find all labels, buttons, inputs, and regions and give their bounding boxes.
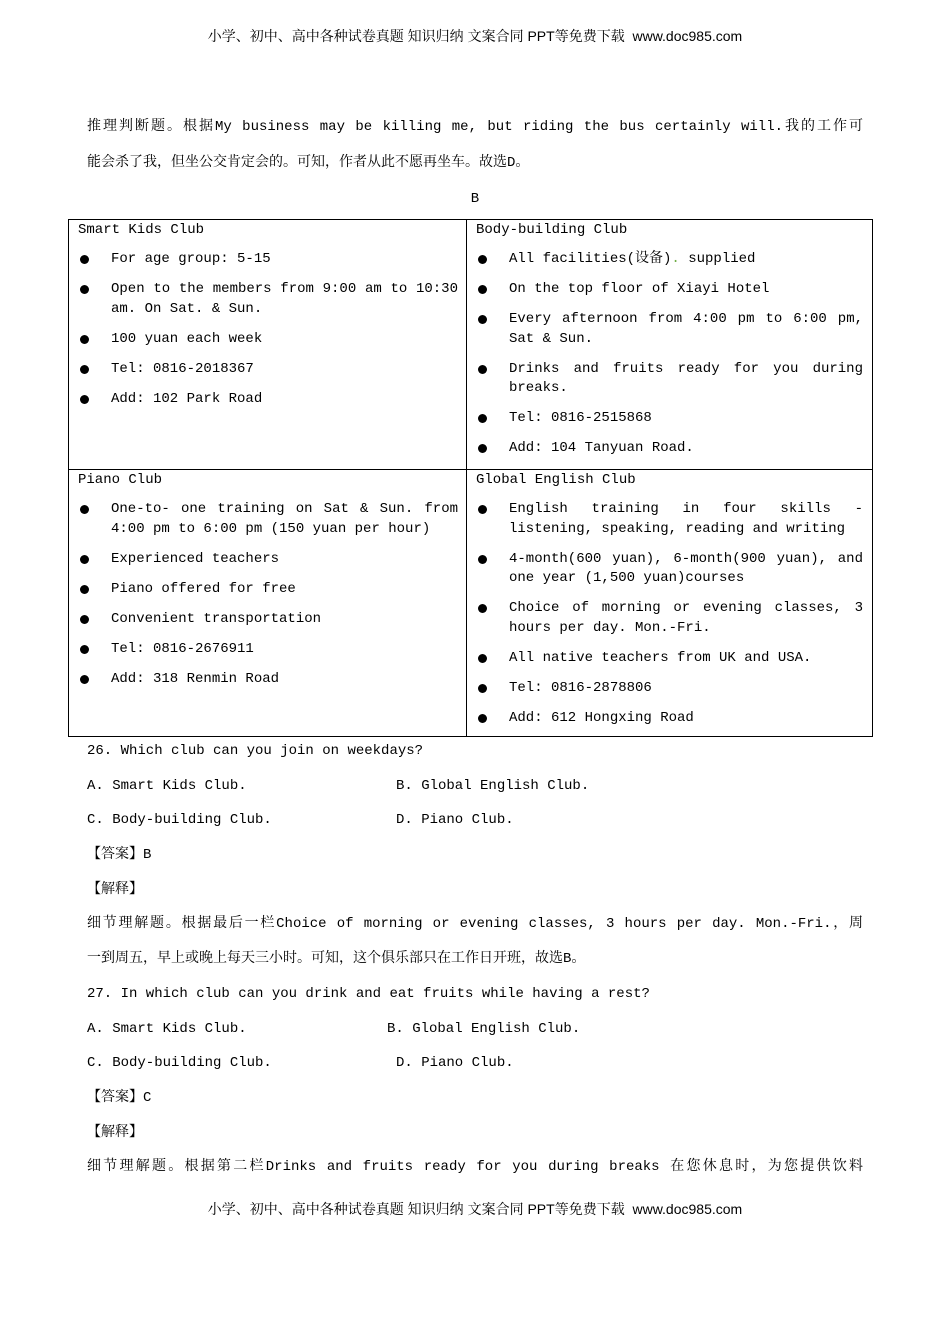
options-row	[87, 803, 863, 838]
club-feature	[78, 610, 458, 630]
bullet-dot-icon	[80, 615, 89, 624]
club-feature	[476, 709, 863, 729]
club-feature	[78, 550, 458, 570]
club-cell-smart-kids	[69, 220, 467, 470]
feature-text: Experienced teachers	[111, 550, 280, 567]
feature-text: All facilities(设备)	[509, 251, 672, 267]
club-cell-body-building	[467, 220, 872, 470]
club-feature	[78, 360, 458, 380]
feature-text: English training in four skills - listening, speaking, reading and writing	[509, 501, 863, 537]
option-c: C. Body-building Club.	[87, 812, 272, 829]
bullet-dot-icon	[478, 444, 487, 453]
feature-text: Tel: 0816-2676911	[111, 640, 254, 657]
options-row	[87, 769, 863, 804]
feature-text: Drinks and fruits ready for you during breaks.	[509, 360, 863, 396]
option-a: A. Smart Kids Club.	[87, 777, 247, 794]
bullet-dot-icon	[80, 585, 89, 594]
feature-text: Choice of morning or evening classes, 3 hours per day. Mon.-Fri.	[509, 600, 863, 636]
feature-text: Tel: 0816-2515868	[509, 410, 652, 426]
bullet-dot-icon	[80, 285, 89, 294]
feature-text: Add: 104 Tanyuan Road.	[509, 440, 694, 456]
bullet-dot-icon	[80, 555, 89, 564]
bullet-dot-icon	[478, 714, 487, 723]
bullet-dot-icon	[478, 654, 487, 663]
club-feature	[476, 500, 863, 539]
answer-line: 【答案】C	[87, 1089, 152, 1106]
explanation-line: 细节理解题。根据最后一栏Choice of morning or evening classes, 3 hours per day. Mon.-Fri.，周	[87, 916, 863, 933]
question-stem: 26. Which club can you join on weekdays?	[87, 743, 424, 759]
intro-paragraph	[87, 109, 863, 181]
club-feature	[78, 500, 458, 539]
club-feature	[476, 360, 863, 399]
bullet-dot-icon	[80, 255, 89, 264]
club-feature	[78, 580, 458, 600]
club-feature	[476, 409, 863, 429]
club-cell-global-english	[467, 470, 872, 736]
club-feature	[78, 250, 458, 270]
explanation-label: 【解释】	[87, 881, 143, 898]
intro-line: 能会杀了我，但坐公交肯定会的。可知，作者从此不愿再坐车。故选D。	[87, 155, 530, 171]
bullet-dot-icon	[478, 505, 487, 514]
bullet-dot-icon	[80, 645, 89, 654]
explanation-line: 细节理解题。根据第二栏Drinks and fruits ready for you during breaks 在您休息时，为您提供饮料	[87, 1159, 863, 1176]
highlight-mark: .	[671, 251, 680, 267]
feature-text: 4-month(600 yuan), 6-month(900 yuan), and one year (1,500 yuan)courses	[509, 550, 863, 586]
option-b: B. Global English Club.	[396, 777, 590, 794]
bullet-dot-icon	[478, 315, 487, 324]
bullet-dot-icon	[80, 675, 89, 684]
club-feature	[476, 310, 863, 349]
explanation-label: 【解释】	[87, 1124, 143, 1141]
option-b: B. Global English Club.	[387, 1020, 581, 1037]
section-label: B	[470, 191, 480, 207]
club-feature	[476, 550, 863, 589]
club-cell-piano	[69, 470, 467, 736]
question-stem: 27. In which club can you drink and eat fruits while having a rest?	[87, 985, 650, 1002]
feature-text: One-to- one training on Sat & Sun. from 4:00 pm to 6:00 pm (150 yuan per hour)	[111, 501, 458, 537]
bullet-dot-icon	[478, 414, 487, 423]
club-feature	[476, 439, 863, 459]
bullet-dot-icon	[80, 395, 89, 404]
intro-line: 推理判断题。根据My business may be killing me, but riding the bus certainly will.我的工作可	[87, 119, 863, 135]
bullet-dot-icon	[478, 285, 487, 294]
options-row	[87, 1046, 863, 1081]
club-title: Smart Kids Club	[78, 222, 205, 238]
page-header: 小学、初中、高中各种试卷真题 知识归纳 文案合同 PPT等免费下载 www.doc985.com	[207, 28, 743, 44]
option-c: C. Body-building Club.	[87, 1055, 272, 1072]
club-feature	[78, 670, 458, 690]
option-d: D. Piano Club.	[396, 812, 514, 829]
club-feature	[476, 599, 863, 638]
club-feature	[78, 390, 458, 410]
option-a: A. Smart Kids Club.	[87, 1020, 247, 1037]
feature-text: For age group: 5-15	[111, 251, 271, 267]
bullet-dot-icon	[478, 255, 487, 264]
page-footer: 小学、初中、高中各种试卷真题 知识归纳 文案合同 PPT等免费下载 www.doc985.com	[207, 1201, 743, 1217]
club-feature	[78, 330, 458, 350]
explanation-line: 一到周五，早上或晚上每天三小时。可知，这个俱乐部只在工作日开班，故选B。	[87, 951, 586, 968]
feature-text: Add: 318 Renmin Road	[111, 670, 280, 687]
club-feature	[476, 280, 863, 300]
feature-text: Tel: 0816-2018367	[111, 360, 254, 377]
bullet-dot-icon	[478, 604, 487, 613]
answer-line: 【答案】B	[87, 847, 152, 864]
bullet-dot-icon	[478, 555, 487, 564]
club-feature	[476, 250, 863, 270]
bullet-dot-icon	[478, 365, 487, 374]
options-row	[87, 1012, 863, 1047]
feature-text: Every afternoon from 4:00 pm to 6:00 pm, Sat & Sun.	[509, 311, 863, 347]
bullet-dot-icon	[478, 684, 487, 693]
bullet-dot-icon	[80, 505, 89, 514]
club-feature	[476, 649, 863, 669]
feature-text: Piano offered for free	[111, 580, 296, 597]
feature-text: On the top floor of Xiayi Hotel	[509, 281, 770, 297]
feature-text: Add: 102 Park Road	[111, 390, 263, 407]
club-title: Global English Club	[476, 472, 636, 488]
feature-text: Tel: 0816-2878806	[509, 679, 652, 696]
feature-text: Convenient transportation	[111, 610, 322, 627]
feature-text: All native teachers from UK and USA.	[509, 649, 812, 666]
option-d: D. Piano Club.	[396, 1055, 514, 1072]
questions-section	[87, 734, 863, 1185]
bullet-dot-icon	[80, 335, 89, 344]
feature-text: Open to the members from 9:00 am to 10:30 am. On Sat. & Sun.	[111, 281, 458, 317]
club-feature	[78, 640, 458, 660]
feature-text: Add: 612 Hongxing Road	[509, 709, 694, 726]
feature-text: 100 yuan each week	[111, 330, 263, 347]
club-title: Piano Club	[78, 472, 163, 488]
club-feature	[476, 679, 863, 699]
bullet-dot-icon	[80, 365, 89, 374]
clubs-table	[68, 219, 873, 737]
club-title: Body-building Club	[476, 222, 628, 238]
club-feature	[78, 280, 458, 319]
feature-text: supplied	[679, 251, 756, 267]
